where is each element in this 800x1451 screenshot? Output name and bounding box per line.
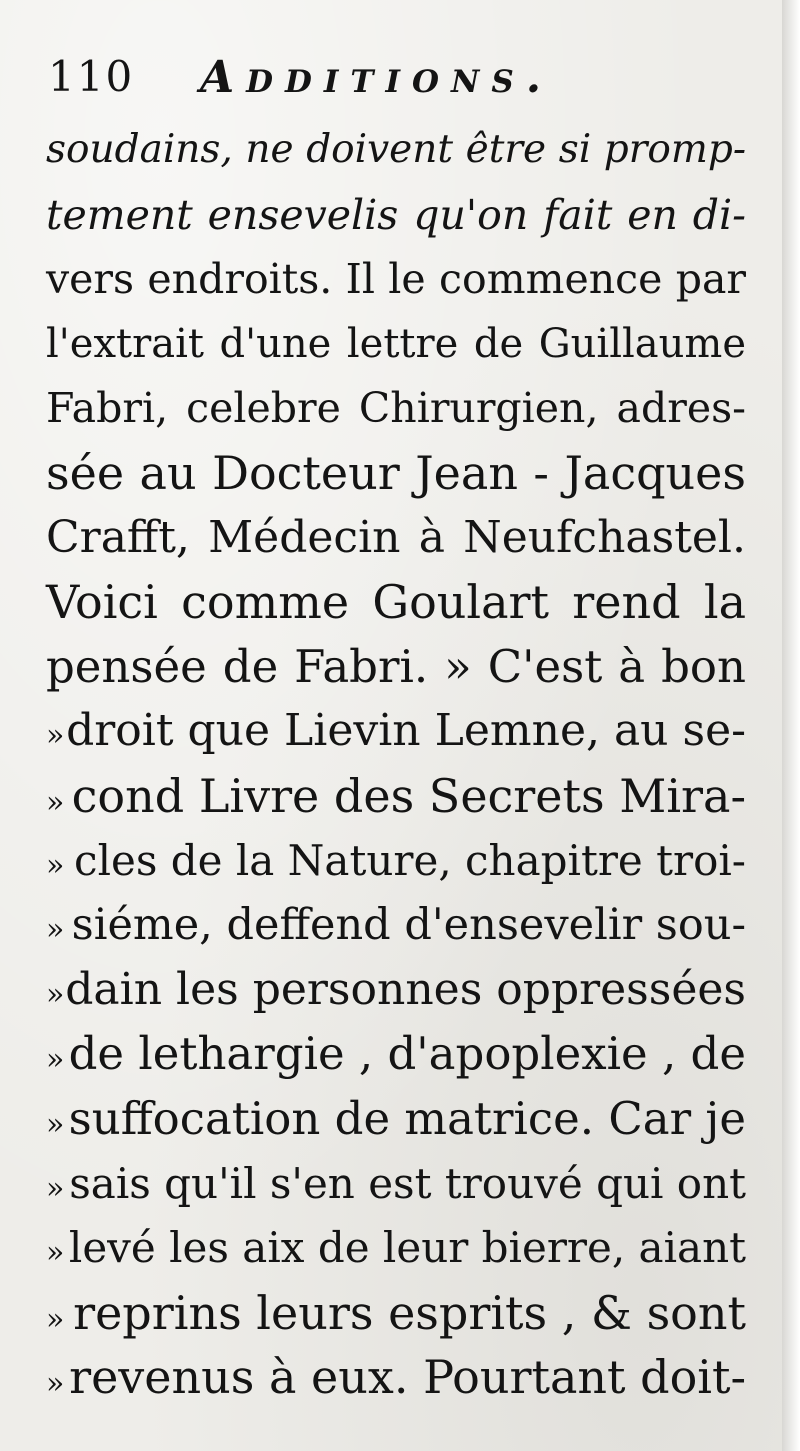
line-text: cond Livre des Secrets Mira- <box>71 768 746 823</box>
page-header <box>48 44 648 104</box>
text-line: pensée de Fabri. » C'est à bon <box>46 639 746 693</box>
text-line <box>46 699 746 764</box>
quotation-mark: » <box>46 1042 65 1078</box>
text-line: Fabri, celebre Chirurgien, adres- <box>46 384 746 433</box>
text-line: sée au Docteur Jean - Jacques <box>46 445 746 500</box>
text-line <box>46 893 746 958</box>
text-line: Crafft, Médecin à Neufchastel. <box>46 511 746 563</box>
text-line <box>46 829 746 894</box>
text-line <box>46 1152 746 1217</box>
line-text: cles de la Nature, chapitre troi- <box>74 835 746 885</box>
text-line: tement ensevelis qu'on fait en di- <box>46 190 746 239</box>
line-text: sais qu'il s'en est trouvé qui ont <box>69 1158 746 1208</box>
quotation-mark: » <box>46 1106 65 1142</box>
quotation-mark: » <box>46 912 65 948</box>
line-text: reprins leurs esprits , & sont <box>73 1285 746 1340</box>
text-line <box>46 1345 746 1410</box>
quotation-mark: » <box>46 1301 65 1337</box>
line-text: de lethargie , d'apoplexie , de <box>68 1027 746 1081</box>
text-line: soudains, ne doivent être si promp- <box>46 127 746 172</box>
line-text: suffocation de matrice. Car je <box>68 1091 746 1145</box>
text-line <box>46 1216 746 1281</box>
quotation-mark: » <box>46 847 65 883</box>
quotation-mark: » <box>46 784 65 820</box>
text-line: l'extrait d'une lettre de Guillaume <box>46 320 746 367</box>
text-line <box>46 1281 746 1346</box>
quotation-mark: » <box>46 1235 65 1271</box>
line-text: droit que Lievin Lemne, au se- <box>66 705 746 757</box>
line-text: levé les aix de leur bierre, aiant <box>68 1223 746 1273</box>
text-line <box>46 764 746 829</box>
quotation-mark: » <box>46 718 65 754</box>
line-text: revenus à eux. Pourtant doit- <box>69 1350 746 1405</box>
page-edge <box>782 0 800 1451</box>
quotation-mark: » <box>46 1366 65 1402</box>
text-line: vers endroits. Il le commence par <box>46 255 746 304</box>
body-text <box>46 118 746 1410</box>
text-line: Voici comme Goulart rend la <box>46 575 746 630</box>
text-line <box>46 1022 746 1087</box>
text-line <box>46 1087 746 1152</box>
quotation-mark: » <box>46 976 65 1012</box>
page-number: 110 <box>48 52 135 101</box>
text-line <box>46 958 746 1023</box>
line-text: dain les personnes oppressées <box>65 963 746 1015</box>
quotation-mark: » <box>46 1170 65 1206</box>
running-title: Additions. <box>200 52 554 103</box>
line-text: siéme, deffend d'ensevelir sou- <box>71 900 746 951</box>
